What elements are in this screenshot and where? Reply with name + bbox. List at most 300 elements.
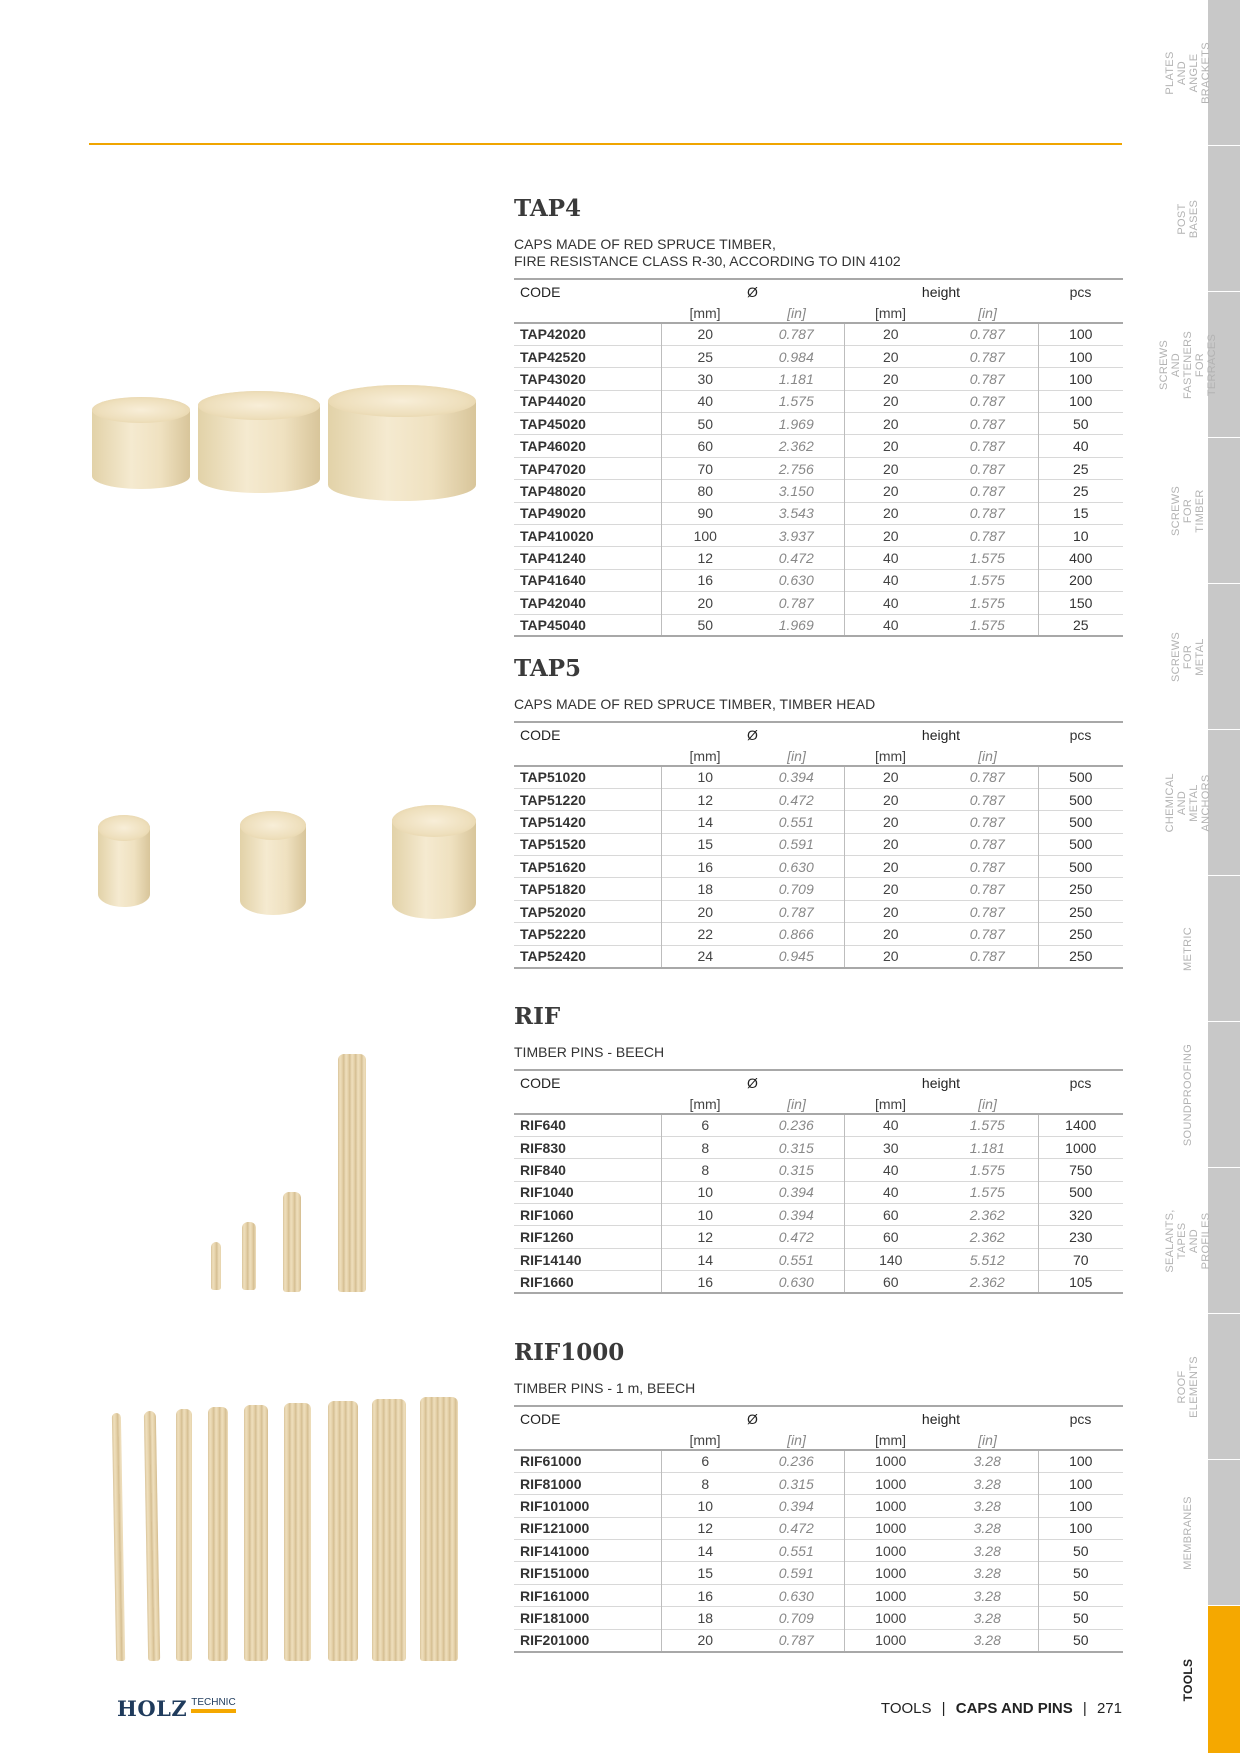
cell-height-in: 0.787 <box>969 482 1005 499</box>
unit-empty <box>514 303 661 323</box>
cell-height-in: 2.362 <box>969 1273 1005 1290</box>
cell-height-in: 0.787 <box>969 858 1005 875</box>
cell-code: TAP51220 <box>520 791 586 808</box>
cell-height-mm: 20 <box>844 856 937 878</box>
cell-height-mm: 20 <box>844 788 937 810</box>
cell-diameter-mm: 40 <box>661 390 749 412</box>
footer-separator-2: | <box>1082 1700 1087 1717</box>
table-row <box>514 547 1123 569</box>
cell-height-in: 0.787 <box>969 836 1005 853</box>
cell-height-mm: 140 <box>844 1248 937 1270</box>
cell-code: RIF1060 <box>520 1206 574 1223</box>
cell-diameter-mm: 12 <box>661 1517 749 1539</box>
cell-diameter-in: 0.236 <box>778 1117 814 1134</box>
cell-pcs: 100 <box>1038 1495 1123 1517</box>
table-header-row <box>514 722 1123 746</box>
sidebar-tab[interactable] <box>1164 1168 1240 1314</box>
sidebar-tab[interactable] <box>1168 438 1240 584</box>
cell-height-in: 0.787 <box>969 326 1005 343</box>
cell-code: RIF101000 <box>520 1497 590 1514</box>
cell-code: TAP41640 <box>520 572 586 589</box>
table-row <box>514 368 1123 390</box>
table-row <box>514 1562 1123 1584</box>
sidebar-tab-strip <box>1208 1314 1240 1460</box>
sidebar-tab-label-area <box>1168 1314 1208 1460</box>
table-row <box>514 1159 1123 1181</box>
unit-empty <box>1038 746 1123 766</box>
header-diameter: Ø <box>747 726 758 743</box>
header-code: CODE <box>520 1410 561 1427</box>
cell-height-mm: 1000 <box>844 1450 937 1472</box>
table-row <box>514 1181 1123 1203</box>
cell-diameter-mm: 15 <box>661 1562 749 1584</box>
sidebar-tab-label-area <box>1164 1168 1212 1314</box>
section-tap4 <box>514 195 1123 637</box>
sidebar-tab[interactable] <box>1168 1460 1240 1606</box>
cell-diameter-in: 0.394 <box>778 769 814 786</box>
header-pcs: pcs <box>1069 726 1092 743</box>
cell-diameter-mm: 14 <box>661 1248 749 1270</box>
cell-height-in: 1.575 <box>969 617 1005 634</box>
cell-diameter-in: 0.551 <box>778 1251 814 1268</box>
cell-height-in: 0.787 <box>969 460 1005 477</box>
cell-height-mm: 20 <box>844 457 937 479</box>
cell-height-mm: 1000 <box>844 1629 937 1651</box>
table-row <box>514 923 1123 945</box>
sidebar-tab[interactable] <box>1168 146 1240 292</box>
cell-height-in: 3.28 <box>973 1453 1001 1470</box>
cell-pcs: 1400 <box>1038 1114 1123 1136</box>
cell-height-mm: 40 <box>844 614 937 636</box>
cell-pcs: 1000 <box>1038 1136 1123 1158</box>
cell-diameter-mm: 20 <box>661 900 749 922</box>
sidebar-tab[interactable] <box>1158 292 1240 438</box>
cell-pcs: 50 <box>1038 1562 1123 1584</box>
cell-pcs: 500 <box>1038 766 1123 788</box>
unit-in: [in] <box>749 303 844 323</box>
cell-pcs: 15 <box>1038 502 1123 524</box>
sidebar-tab-strip <box>1208 584 1240 730</box>
sidebar-tab-label: TOOLS <box>1181 1658 1195 1702</box>
table-header-row <box>514 1406 1123 1430</box>
cell-diameter-mm: 12 <box>661 1226 749 1248</box>
table-row <box>514 788 1123 810</box>
header-pcs: pcs <box>1069 283 1092 300</box>
cell-height-mm: 20 <box>844 525 937 547</box>
table-row <box>514 1517 1123 1539</box>
cell-code: TAP45020 <box>520 415 586 432</box>
cell-pcs: 500 <box>1038 1181 1123 1203</box>
unit-in: [in] <box>749 746 844 766</box>
unit-empty <box>514 746 661 766</box>
cell-pcs: 100 <box>1038 323 1123 345</box>
table-row <box>514 945 1123 967</box>
cell-diameter-in: 0.787 <box>778 903 814 920</box>
table-row <box>514 1248 1123 1270</box>
sidebar-tab-label: ROOF ELEMENTS <box>1176 1356 1200 1418</box>
section-description: CAPS MADE OF RED SPRUCE TIMBER, TIMBER HEAD <box>514 696 876 712</box>
sidebar-tab-label: SOUNDPROOFING <box>1182 1043 1194 1147</box>
cell-height-in: 3.28 <box>973 1609 1001 1626</box>
cell-diameter-in: 0.630 <box>778 1587 814 1604</box>
footer-breadcrumb <box>881 1700 1122 1717</box>
header-height: height <box>921 1410 961 1427</box>
cell-diameter-mm: 12 <box>661 547 749 569</box>
cell-height-in: 0.787 <box>969 948 1005 965</box>
unit-in: [in] <box>749 1430 844 1450</box>
table-unit-row <box>514 746 1123 766</box>
cell-height-in: 3.28 <box>973 1542 1001 1559</box>
header-pcs: pcs <box>1069 1410 1092 1427</box>
table-row <box>514 502 1123 524</box>
unit-empty <box>1038 303 1123 323</box>
cell-code: RIF121000 <box>520 1520 590 1537</box>
header-height: height <box>921 726 961 743</box>
cell-height-mm: 20 <box>844 345 937 367</box>
cell-pcs: 250 <box>1038 878 1123 900</box>
cell-code: RIF201000 <box>520 1632 590 1649</box>
sidebar-tab-label: MEMBRANES <box>1182 1496 1194 1570</box>
cell-height-mm: 40 <box>844 547 937 569</box>
unit-in: [in] <box>937 1094 1038 1114</box>
table-row <box>514 323 1123 345</box>
unit-mm: [mm] <box>844 746 937 766</box>
unit-in: [in] <box>937 303 1038 323</box>
section-description: CAPS MADE OF RED SPRUCE TIMBER, FIRE RESISTANCE CLASS R-30, ACCORDING TO DIN 4102 <box>514 236 901 269</box>
product-table <box>514 278 1123 637</box>
cell-height-mm: 20 <box>844 323 937 345</box>
cell-height-in: 1.575 <box>969 572 1005 589</box>
sidebar-tab[interactable] <box>1168 584 1240 730</box>
section-title: TAP4 <box>514 195 582 222</box>
cell-pcs: 25 <box>1038 480 1123 502</box>
cell-pcs: 250 <box>1038 945 1123 967</box>
table-unit-row <box>514 303 1123 323</box>
cell-height-mm: 1000 <box>844 1517 937 1539</box>
table-row <box>514 1450 1123 1472</box>
cell-diameter-mm: 70 <box>661 457 749 479</box>
cell-pcs: 500 <box>1038 833 1123 855</box>
cell-height-mm: 30 <box>844 1136 937 1158</box>
cell-diameter-mm: 8 <box>661 1159 749 1181</box>
cell-height-mm: 60 <box>844 1204 937 1226</box>
cell-diameter-in: 0.315 <box>778 1161 814 1178</box>
cell-diameter-in: 0.591 <box>778 836 814 853</box>
table-row <box>514 856 1123 878</box>
unit-mm: [mm] <box>661 1094 749 1114</box>
cell-diameter-in: 1.575 <box>778 393 814 410</box>
header-diameter: Ø <box>747 1410 758 1427</box>
cell-pcs: 250 <box>1038 900 1123 922</box>
cell-height-mm: 1000 <box>844 1472 937 1494</box>
cell-diameter-in: 0.709 <box>778 1609 814 1626</box>
cell-diameter-mm: 22 <box>661 923 749 945</box>
cell-diameter-in: 0.866 <box>778 925 814 942</box>
header-height: height <box>921 283 961 300</box>
sidebar-tab-strip <box>1208 146 1240 292</box>
cell-pcs: 500 <box>1038 811 1123 833</box>
sidebar-tab[interactable] <box>1168 1022 1240 1168</box>
cell-code: TAP42520 <box>520 348 586 365</box>
cell-diameter-mm: 100 <box>661 525 749 547</box>
unit-mm: [mm] <box>844 303 937 323</box>
cell-pcs: 100 <box>1038 1450 1123 1472</box>
sidebar-tab-label-area <box>1158 292 1218 438</box>
table-row <box>514 1584 1123 1606</box>
cell-diameter-in: 0.472 <box>778 1520 814 1537</box>
cell-height-mm: 20 <box>844 435 937 457</box>
cell-pcs: 50 <box>1038 1607 1123 1629</box>
cell-height-in: 0.787 <box>969 415 1005 432</box>
sidebar-tab-label: POST BASES <box>1176 199 1200 239</box>
cell-height-mm: 1000 <box>844 1562 937 1584</box>
cell-diameter-mm: 15 <box>661 833 749 855</box>
cell-height-in: 0.787 <box>969 438 1005 455</box>
cell-diameter-in: 0.472 <box>778 1229 814 1246</box>
section-title: TAP5 <box>514 655 582 682</box>
section-tap5 <box>514 655 1123 969</box>
table-header-row <box>514 1070 1123 1094</box>
cell-height-in: 0.787 <box>969 791 1005 808</box>
unit-empty <box>1038 1430 1123 1450</box>
cell-height-mm: 60 <box>844 1271 937 1293</box>
cell-diameter-mm: 20 <box>661 592 749 614</box>
sidebar-tab-label: SEALANTS, TAPES AND PROFILES <box>1164 1209 1212 1273</box>
cell-height-mm: 1000 <box>844 1495 937 1517</box>
table-row <box>514 1271 1123 1293</box>
cell-diameter-in: 3.150 <box>778 482 814 499</box>
table-row <box>514 1472 1123 1494</box>
cell-diameter-in: 1.181 <box>778 370 814 387</box>
cell-height-in: 1.575 <box>969 1184 1005 1201</box>
cell-height-mm: 20 <box>844 878 937 900</box>
cell-height-in: 3.28 <box>973 1565 1001 1582</box>
cell-pcs: 750 <box>1038 1159 1123 1181</box>
cell-diameter-mm: 16 <box>661 1584 749 1606</box>
cell-diameter-mm: 16 <box>661 1271 749 1293</box>
table-row <box>514 811 1123 833</box>
header-diameter: Ø <box>747 1074 758 1091</box>
cell-pcs: 100 <box>1038 345 1123 367</box>
cell-pcs: 150 <box>1038 592 1123 614</box>
sidebar-tab-label-area <box>1164 0 1212 146</box>
cell-height-mm: 40 <box>844 569 937 591</box>
unit-mm: [mm] <box>661 303 749 323</box>
product-table <box>514 1069 1123 1294</box>
cell-height-in: 0.787 <box>969 813 1005 830</box>
cell-height-in: 1.575 <box>969 550 1005 567</box>
cell-height-in: 3.28 <box>973 1587 1001 1604</box>
cell-code: TAP52020 <box>520 903 586 920</box>
unit-mm: [mm] <box>844 1094 937 1114</box>
table-row <box>514 1114 1123 1136</box>
cell-height-in: 0.787 <box>969 370 1005 387</box>
section-description: TIMBER PINS - BEECH <box>514 1044 665 1060</box>
cell-diameter-mm: 18 <box>661 1607 749 1629</box>
sidebar-tab-label: CHEMICAL AND METAL ANCHORS <box>1164 773 1212 833</box>
cell-pcs: 50 <box>1038 413 1123 435</box>
table-row <box>514 457 1123 479</box>
cell-code: RIF81000 <box>520 1475 582 1492</box>
cell-diameter-in: 0.236 <box>778 1453 814 1470</box>
cell-code: RIF1260 <box>520 1229 574 1246</box>
sidebar-tab-label: METRIC <box>1182 927 1194 971</box>
cell-height-in: 0.787 <box>969 769 1005 786</box>
cell-diameter-mm: 50 <box>661 413 749 435</box>
cell-code: TAP51820 <box>520 881 586 898</box>
cell-diameter-mm: 24 <box>661 945 749 967</box>
sidebar-tab-strip <box>1208 1460 1240 1606</box>
cell-pcs: 105 <box>1038 1271 1123 1293</box>
logo-main-text: HOLZ <box>117 1696 188 1721</box>
cell-height-in: 0.787 <box>969 925 1005 942</box>
table-unit-row <box>514 1094 1123 1114</box>
cell-height-in: 0.787 <box>969 393 1005 410</box>
cell-diameter-in: 3.543 <box>778 505 814 522</box>
table-row <box>514 766 1123 788</box>
cell-diameter-in: 0.394 <box>778 1206 814 1223</box>
cell-height-in: 0.787 <box>969 348 1005 365</box>
cell-diameter-mm: 12 <box>661 788 749 810</box>
cell-height-mm: 20 <box>844 413 937 435</box>
cell-code: TAP51020 <box>520 769 586 786</box>
sidebar-tab-strip <box>1208 876 1240 1022</box>
cell-code: TAP42020 <box>520 326 586 343</box>
cell-pcs: 70 <box>1038 1248 1123 1270</box>
header-code: CODE <box>520 1074 561 1091</box>
cell-height-in: 0.787 <box>969 903 1005 920</box>
cell-code: TAP52420 <box>520 948 586 965</box>
page-number: 271 <box>1096 1700 1122 1717</box>
product-table <box>514 721 1123 969</box>
unit-in: [in] <box>749 1094 844 1114</box>
cell-code: RIF61000 <box>520 1453 582 1470</box>
cell-pcs: 40 <box>1038 435 1123 457</box>
cell-height-mm: 20 <box>844 900 937 922</box>
cell-diameter-mm: 10 <box>661 766 749 788</box>
table-row <box>514 1204 1123 1226</box>
cell-diameter-mm: 25 <box>661 345 749 367</box>
sidebar-tab-strip <box>1208 1022 1240 1168</box>
cell-height-in: 0.787 <box>969 505 1005 522</box>
cell-code: RIF830 <box>520 1139 566 1156</box>
logo-sub-text: TECHNIC <box>191 1697 235 1713</box>
rif1000-product-image <box>110 1395 465 1665</box>
sidebar-tab-label-area <box>1168 438 1208 584</box>
cell-pcs: 10 <box>1038 525 1123 547</box>
cell-height-in: 1.575 <box>969 1161 1005 1178</box>
cell-diameter-in: 0.315 <box>778 1475 814 1492</box>
cell-code: RIF141000 <box>520 1542 590 1559</box>
cell-pcs: 200 <box>1038 569 1123 591</box>
unit-empty <box>514 1430 661 1450</box>
sidebar-tab[interactable] <box>1164 0 1240 146</box>
section-title: RIF <box>514 1003 561 1030</box>
cell-diameter-mm: 30 <box>661 368 749 390</box>
sidebar-tab-label-area <box>1168 876 1208 1022</box>
cell-diameter-mm: 8 <box>661 1136 749 1158</box>
header-pcs: pcs <box>1069 1074 1092 1091</box>
unit-in: [in] <box>937 1430 1038 1450</box>
cell-diameter-in: 3.937 <box>778 527 814 544</box>
unit-mm: [mm] <box>844 1430 937 1450</box>
section-description: TIMBER PINS - 1 m, BEECH <box>514 1380 696 1396</box>
table-row <box>514 435 1123 457</box>
cell-diameter-in: 0.591 <box>778 1565 814 1582</box>
footer-subsection: CAPS AND PINS <box>955 1700 1073 1717</box>
product-table <box>514 1405 1123 1653</box>
cell-code: TAP51620 <box>520 858 586 875</box>
cell-diameter-in: 0.551 <box>778 1542 814 1559</box>
cell-code: TAP49020 <box>520 505 586 522</box>
table-row <box>514 1226 1123 1248</box>
cell-code: RIF181000 <box>520 1609 590 1626</box>
sidebar-tab-strip <box>1208 1168 1240 1314</box>
cell-diameter-in: 0.472 <box>778 791 814 808</box>
cell-code: TAP41240 <box>520 550 586 567</box>
cell-height-mm: 40 <box>844 1114 937 1136</box>
sidebar-tab-label: PLATES AND ANGLE BRACKETS <box>1164 42 1212 104</box>
footer-section: TOOLS <box>880 1700 932 1717</box>
cell-pcs: 100 <box>1038 390 1123 412</box>
table-row <box>514 525 1123 547</box>
cell-diameter-mm: 6 <box>661 1450 749 1472</box>
sidebar-tab-label-area <box>1168 584 1208 730</box>
cell-diameter-mm: 50 <box>661 614 749 636</box>
cell-diameter-mm: 6 <box>661 1114 749 1136</box>
cell-height-in: 5.512 <box>969 1251 1005 1268</box>
cell-diameter-mm: 14 <box>661 811 749 833</box>
cell-pcs: 50 <box>1038 1540 1123 1562</box>
cell-diameter-mm: 16 <box>661 856 749 878</box>
cell-diameter-mm: 20 <box>661 323 749 345</box>
cell-height-mm: 40 <box>844 1181 937 1203</box>
cell-diameter-mm: 90 <box>661 502 749 524</box>
cell-height-mm: 20 <box>844 945 937 967</box>
cell-height-mm: 20 <box>844 811 937 833</box>
tap4-product-image <box>92 385 477 510</box>
cell-diameter-in: 0.709 <box>778 881 814 898</box>
holz-technic-logo <box>117 1696 236 1721</box>
cell-code: TAP43020 <box>520 370 586 387</box>
table-row <box>514 614 1123 636</box>
rif-product-image <box>208 1050 368 1295</box>
cell-code: TAP51420 <box>520 813 586 830</box>
footer-separator: | <box>941 1700 946 1717</box>
cell-height-mm: 60 <box>844 1226 937 1248</box>
table-row <box>514 1136 1123 1158</box>
cell-diameter-mm: 18 <box>661 878 749 900</box>
sidebar-tab[interactable] <box>1168 1314 1240 1460</box>
cell-diameter-in: 1.969 <box>778 415 814 432</box>
cell-diameter-mm: 10 <box>661 1495 749 1517</box>
cell-code: RIF14140 <box>520 1251 582 1268</box>
sidebar-tab[interactable] <box>1164 730 1240 876</box>
header-diameter: Ø <box>747 283 758 300</box>
sidebar-tab-strip <box>1208 438 1240 584</box>
sidebar-tab[interactable] <box>1168 1606 1240 1754</box>
cell-pcs: 250 <box>1038 923 1123 945</box>
cell-height-mm: 20 <box>844 480 937 502</box>
sidebar-tab-label: SCREWS AND FASTENERS FOR TERRACES <box>1158 330 1218 400</box>
cell-code: TAP51520 <box>520 836 586 853</box>
section-title: RIF1000 <box>514 1339 625 1366</box>
category-sidebar <box>1158 0 1240 1754</box>
table-row <box>514 480 1123 502</box>
sidebar-tab[interactable] <box>1168 876 1240 1022</box>
table-row <box>514 345 1123 367</box>
cell-diameter-in: 0.472 <box>778 550 814 567</box>
